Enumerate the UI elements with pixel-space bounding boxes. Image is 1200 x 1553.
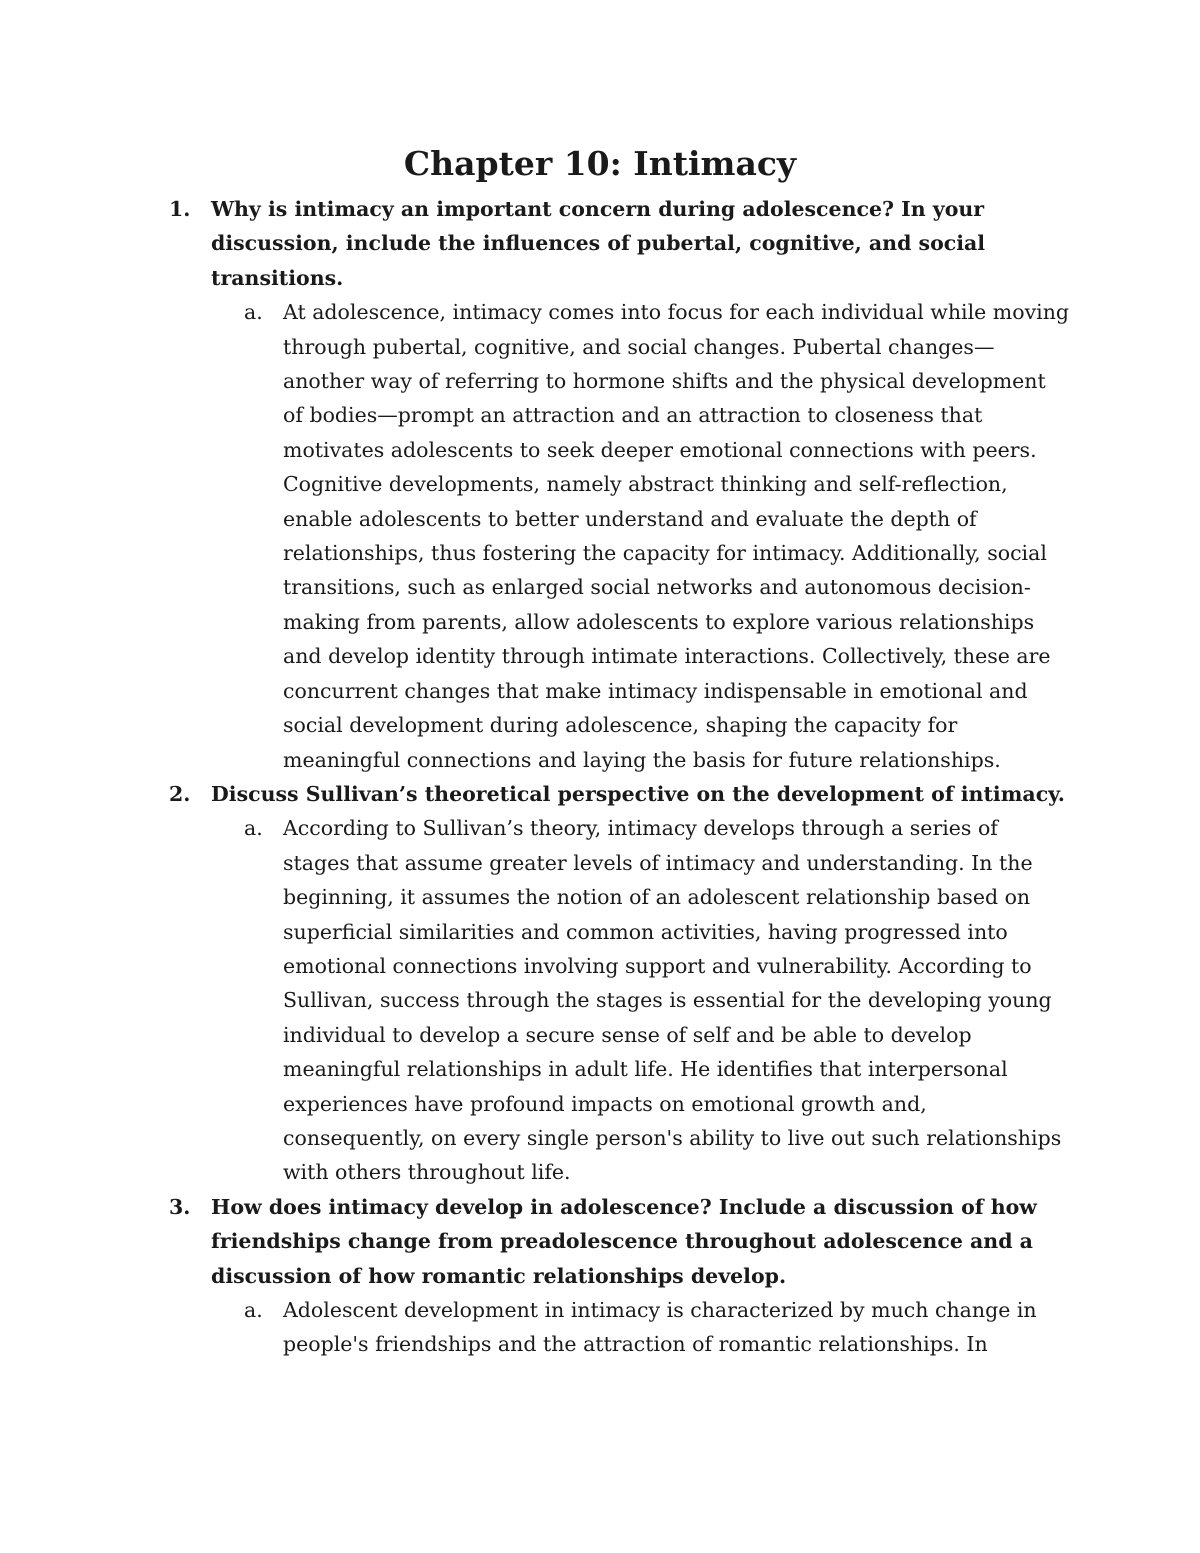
- answer-item: [211, 295, 1070, 777]
- question-text: How does intimacy develop in adolescence? Include a discussion of how friendships change from preadolescence throughout adolescence and a discussion of how romantic relationships develop.: [211, 1194, 1037, 1288]
- question-item: [164, 192, 1070, 777]
- question-number: 1.: [169, 197, 191, 221]
- answer-item: [211, 1293, 1070, 1362]
- answer-text: According to Sullivan’s theory, intimacy develops through a series of stages that assume greater levels of intimacy and understanding. In the beginning, it assumes the notion of an adolescent relationship based on superficial similarities and common activities, having progressed into emotional connections involving support and vulnerability. According to Sullivan, success through the stages is essential for the developing young individual to develop a secure sense of self and be able to develop meaningful relationships in adult life. He identifies that interpersonal experiences have profound impacts on emotional growth and, consequently, on every single person's ability to live out such relationships with others throughout life.: [283, 816, 1062, 1185]
- question-item: [164, 1190, 1070, 1362]
- answer-text: Adolescent development in intimacy is characterized by much change in people's friendships and the attraction of romantic relationships. In: [283, 1298, 1037, 1357]
- question-text: Why is intimacy an important concern during adolescence? In your discussion, include the influences of pubertal, cognitive, and social transitions.: [211, 197, 986, 290]
- answer-letter: a.: [244, 300, 263, 325]
- question-number: 3.: [169, 1194, 191, 1219]
- answer-letter: a.: [244, 1298, 263, 1322]
- answer-letter: a.: [244, 816, 263, 841]
- question-list: [164, 192, 1070, 1362]
- answer-text: At adolescence, intimacy comes into focus for each individual while moving through pubertal, cognitive, and social changes. Pubertal changes—another way of referring to hormone shifts and the physical development of bodies—prompt an attraction and an attraction to closeness that motivates adolescents to seek deeper emotional connections with peers. Cognitive developments, namely abstract thinking and self-reflection, enable adolescents to better understand and evaluate the depth of relationships, thus fostering the capacity for intimacy. Additionally, social transitions, such as enlarged social networks and autonomous decision-making from parents, allow adolescents to explore various relationships and develop identity through intimate interactions. Collectively, these are concurrent changes that make intimacy indispensable in emotional and social development during adolescence, shaping the capacity for meaningful connections and laying the basis for future relationships.: [283, 300, 1070, 772]
- page-title: Chapter 10: Intimacy: [403, 144, 797, 183]
- question-item: [164, 777, 1070, 1190]
- answer-item: [211, 811, 1070, 1189]
- question-number: 2.: [169, 781, 191, 806]
- question-text: Discuss Sullivan’s theoretical perspective on the development of intimacy.: [211, 781, 1065, 806]
